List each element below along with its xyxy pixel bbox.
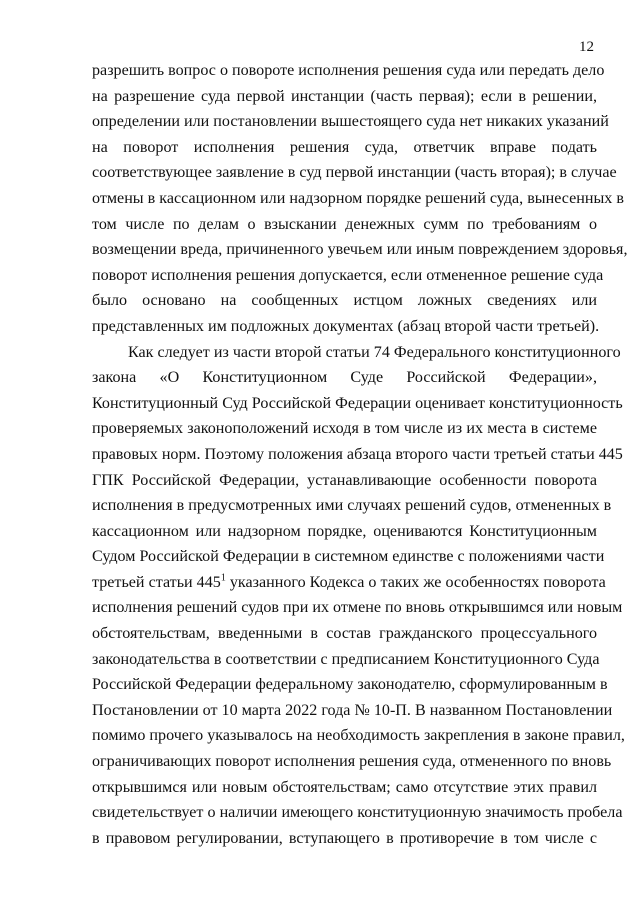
text-line: закона «О Конституционном Суде Российской Федерации», — [92, 369, 597, 387]
text-line: том числе по делам о взыскании денежных сумм по требованиям о — [92, 215, 597, 233]
text-line: ГПК Российской Федерации, устанавливающие особенности поворота — [92, 471, 597, 489]
text-line: Судом Российской Федерации в системном единстве с положениями части — [92, 548, 605, 566]
text-line: Конституционный Суд Российской Федерации оценивает конституционность — [92, 394, 623, 412]
text-line: исполнения в предусмотренных ими случаях решений судов, отмененных в — [92, 497, 612, 515]
text-line: кассационном или надзорном порядке, оцениваются Конституционным — [92, 522, 597, 540]
text-line: представленных им подложных документах (абзац второй части третьей). — [92, 317, 600, 335]
paragraph-2 — [92, 340, 625, 852]
text-line: исполнения решений судов при их отмене по вновь открывшимся или новым — [92, 599, 623, 617]
text-line: было основано на сообщенных истцом ложных сведениях или — [92, 292, 597, 310]
text-line: в правовом регулировании, вступающего в противоречие в том числе с — [92, 829, 597, 847]
text-line: Российской Федерации федеральному законодателю, сформулированным в — [92, 676, 608, 694]
text-line: свидетельствует о наличии имеющего конституционную значимость пробела — [92, 804, 623, 822]
text-line: на поворот исполнения решения суда, ответчик вправе подать — [92, 138, 597, 156]
page-number: 12 — [579, 39, 594, 55]
text-line: на разрешение суда первой инстанции (часть первая); если в решении, — [92, 87, 597, 105]
text-fragment: третьей статьи 445 — [92, 573, 221, 591]
text-line: отмены в кассационном или надзорном порядке решений суда, вынесенных в — [92, 189, 624, 207]
superscript: 1 — [220, 572, 226, 584]
text-line: разрешить вопрос о повороте исполнения решения суда или передать дело — [92, 62, 605, 79]
text-line: помимо прочего указывалось на необходимость закрепления в законе правил, — [92, 727, 625, 745]
text-line-with-superscript — [92, 570, 606, 596]
text-line: определении или постановлении вышестоящего суда нет никаких указаний — [92, 113, 609, 131]
paragraph-1 — [92, 58, 628, 340]
text-fragment: указанного Кодекса о таких же особенностях поворота — [225, 573, 606, 591]
text-line: обстоятельствам, введенными в состав гражданского процессуального — [92, 625, 597, 643]
text-line: соответствующее заявление в суд первой инстанции (часть вторая); в случае — [92, 164, 617, 182]
text-line: возмещении вреда, причиненного увечьем или иным повреждением здоровья, — [92, 241, 628, 259]
document-body — [92, 58, 628, 851]
text-line: законодательства в соответствии с предписанием Конституционного Суда — [92, 650, 600, 668]
text-line: проверяемых законоположений исходя в том числе из их места в системе — [92, 420, 597, 438]
text-line: ограничивающих поворот исполнения решения суда, отмененного по вновь — [92, 753, 612, 771]
text-line: Как следует из части второй статьи 74 Федерального конституционного — [128, 343, 621, 361]
text-line: Постановлении от 10 марта 2022 года № 10-П. В названном Постановлении — [92, 701, 613, 719]
text-line: поворот исполнения решения допускается, если отмененное решение суда — [92, 266, 604, 284]
text-line: открывшимся или новым обстоятельствам; само отсутствие этих правил — [92, 778, 597, 796]
text-line: правовых норм. Поэтому положения абзаца второго части третьей статьи 445 — [92, 445, 623, 463]
